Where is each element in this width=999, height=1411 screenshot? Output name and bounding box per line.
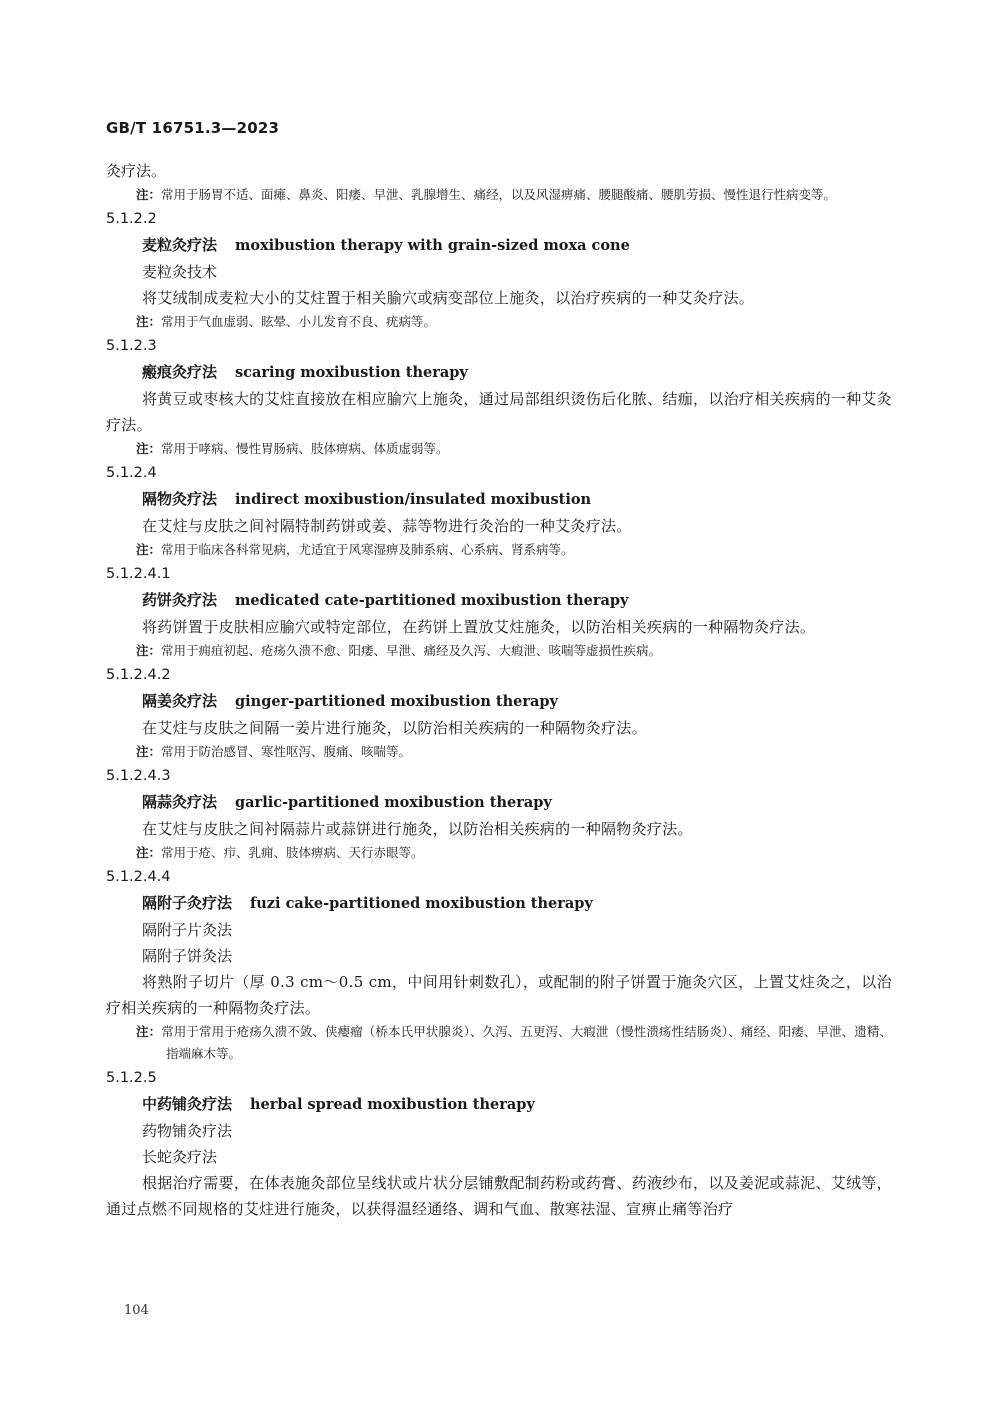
- note-block: [106, 640, 892, 662]
- term-en: moxibustion therapy with grain-sized moxa cone: [235, 237, 630, 254]
- note-text: 常用于常用于疮疡久溃不敛、侠瘿瘤（桥本氏甲状腺炎）、久泻、五更泻、大瘕泄（慢性溃疡性结肠炎）、痛经、阳痿、早泄、遗精、指端麻木等。: [161, 1024, 892, 1061]
- note-block: [106, 842, 892, 864]
- alternate-term: 隔附子片灸法: [142, 921, 233, 939]
- section: [106, 206, 892, 333]
- term-en: medicated cate-partitioned moxibustion therapy: [235, 592, 629, 609]
- note-label: 注：: [136, 542, 162, 557]
- term-heading: [106, 890, 892, 917]
- definition: 将黄豆或枣核大的艾炷直接放在相应腧穴上施灸，通过局部组织烫伤后化脓、结痂，以治疗相关疾病的一种艾灸疗法。: [106, 390, 892, 434]
- continuation-text: 灸疗法。: [106, 162, 167, 180]
- definition: 将药饼置于皮肤相应腧穴或特定部位，在药饼上置放艾炷施灸，以防治相关疾病的一种隔物灸疗法。: [142, 618, 816, 636]
- note-text: 常用于临床各科常见病，尤适宜于风寒湿痹及肺系病、心系病、肾系病等。: [161, 542, 574, 557]
- section-number: 5.1.2.2: [106, 211, 157, 227]
- term-zh: 麦粒灸疗法: [142, 236, 218, 254]
- section: [106, 460, 892, 561]
- section-number: 5.1.2.4: [106, 465, 157, 481]
- note-label: 注：: [136, 314, 162, 329]
- note-text: 常用于痈疽初起、疮疡久溃不愈、阳痿、早泄、痛经及久泻、大瘕泄、咳喘等虚损性疾病。: [161, 643, 662, 658]
- note-text: 常用于气血虚弱、眩晕、小儿发育不良、疣病等。: [161, 314, 437, 329]
- definition: 在艾炷与皮肤之间隔一姜片进行施灸，以防治相关疾病的一种隔物灸疗法。: [142, 719, 647, 737]
- section-number: 5.1.2.4.2: [106, 667, 171, 683]
- term-zh: 瘢痕灸疗法: [142, 363, 218, 381]
- note-block: [106, 741, 892, 763]
- alternate-term: 长蛇灸疗法: [142, 1148, 218, 1166]
- definition: 将艾绒制成麦粒大小的艾炷置于相关腧穴或病变部位上施灸，以治疗疾病的一种艾灸疗法。: [142, 289, 755, 307]
- section-number: 5.1.2.4.4: [106, 869, 171, 885]
- page-number: 104: [124, 1303, 149, 1318]
- note-label: 注：: [136, 441, 162, 456]
- term-en: garlic-partitioned moxibustion therapy: [235, 794, 552, 811]
- alternate-term: 药物铺灸疗法: [142, 1122, 233, 1140]
- note-text: 常用于肠胃不适、面瘫、鼻炎、阳痿、早泄、乳腺增生、痛经，以及风湿痹痛、腰腿酸痛、腰肌劳损、慢性退行性病变等。: [161, 187, 837, 202]
- term-en: herbal spread moxibustion therapy: [250, 1096, 535, 1113]
- note-block: [106, 438, 892, 460]
- note-text: 常用于疮、疖、乳痈、肢体痹病、天行赤眼等。: [161, 845, 424, 860]
- term-heading: [106, 359, 892, 386]
- term-zh: 中药铺灸疗法: [142, 1095, 233, 1113]
- alternate-term: 隔附子饼灸法: [142, 947, 233, 965]
- term-en: ginger-partitioned moxibustion therapy: [235, 693, 558, 710]
- section: [106, 763, 892, 864]
- note-block: [106, 1021, 892, 1065]
- section-number: 5.1.2.4.1: [106, 566, 171, 582]
- term-en: fuzi cake-partitioned moxibustion therapy: [250, 895, 593, 912]
- term-zh: 药饼灸疗法: [142, 591, 218, 609]
- definition: 在艾炷与皮肤之间衬隔蒜片或蒜饼进行施灸，以防治相关疾病的一种隔物灸疗法。: [142, 820, 693, 838]
- term-zh: 隔姜灸疗法: [142, 692, 218, 710]
- note-label: 注：: [136, 744, 162, 759]
- term-heading: [106, 789, 892, 816]
- section: [106, 662, 892, 763]
- alternate-term: 麦粒灸技术: [142, 263, 218, 281]
- standard-id-header: GB/T 16751.3—2023: [106, 119, 280, 137]
- note-label: 注：: [136, 1024, 162, 1039]
- note-block: [106, 311, 892, 333]
- note-label: 注：: [136, 845, 162, 860]
- definition: 根据治疗需要，在体表施灸部位呈线状或片状分层铺敷配制药粉或药膏、药液纱布，以及姜泥或蒜泥、艾绒等，通过点燃不同规格的艾炷进行施灸，以获得温经通络、调和气血、散寒祛湿、宣痹止痛等治疗: [106, 1174, 892, 1218]
- note-block: [106, 539, 892, 561]
- note-text: 常用于哮病、慢性胃肠病、肢体痹病、体质虚弱等。: [161, 441, 449, 456]
- term-en: indirect moxibustion/insulated moxibustion: [235, 491, 592, 508]
- section: [106, 561, 892, 662]
- note-text: 常用于防治感冒、寒性呕泻、腹痛、咳喘等。: [161, 744, 412, 759]
- term-zh: 隔物灸疗法: [142, 490, 218, 508]
- term-heading: [106, 1091, 892, 1118]
- term-heading: [106, 232, 892, 259]
- term-zh: 隔蒜灸疗法: [142, 793, 218, 811]
- section-number: 5.1.2.3: [106, 338, 157, 354]
- definition: 将熟附子切片（厚 0.3 cm～0.5 cm，中间用针刺数孔），或配制的附子饼置于施灸穴区，上置艾炷灸之，以治疗相关疾病的一种隔物灸疗法。: [106, 973, 892, 1017]
- section: [106, 333, 892, 460]
- note-label: 注：: [136, 643, 162, 658]
- section-number: 5.1.2.5: [106, 1070, 157, 1086]
- definition: 在艾炷与皮肤之间衬隔特制药饼或姜、蒜等物进行灸治的一种艾灸疗法。: [142, 517, 632, 535]
- note-label: 注：: [136, 187, 162, 202]
- section: [106, 1065, 892, 1222]
- term-heading: [106, 486, 892, 513]
- note-block: [106, 184, 892, 206]
- page-content: [106, 158, 892, 1222]
- section-number: 5.1.2.4.3: [106, 768, 171, 784]
- section: [106, 864, 892, 1065]
- term-en: scaring moxibustion therapy: [235, 364, 468, 381]
- term-heading: [106, 587, 892, 614]
- term-zh: 隔附子灸疗法: [142, 894, 233, 912]
- term-heading: [106, 688, 892, 715]
